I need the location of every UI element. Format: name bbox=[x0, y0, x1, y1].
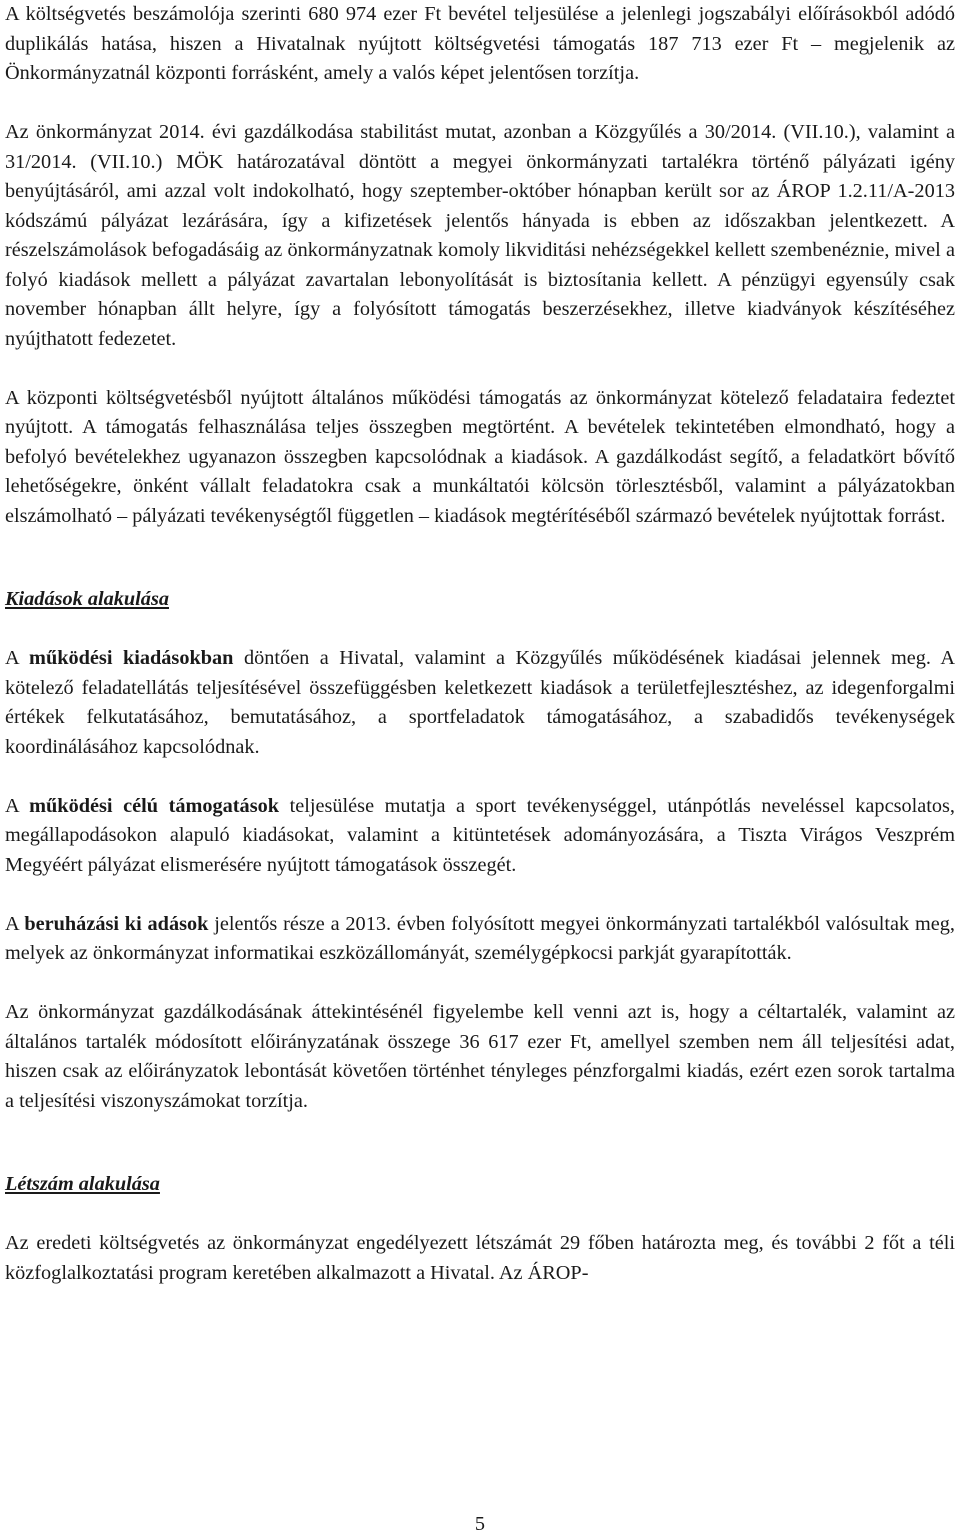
paragraph-operating-grants bbox=[5, 792, 955, 881]
paragraph-headcount: Az eredeti költségvetés az önkormányzat engedélyezett létszámát 29 főben határozta meg, és további 2 főt a téli közfoglalkoztatási program keretében alkalmazott a Hivatal. Az ÁROP- bbox=[5, 1232, 955, 1284]
text-fragment: döntően a Hivatal, valamint a Közgyűlés működésének kiadásai jelennek meg. A kötelező feladatellátás teljesítésével összefüggésben keletkezett kiadások a területfejlesztéshez, az idegenforgalmi értékek felkutatásához, bemutatásához, a sportfeladatok támogatásához, a szabadidős tevékenységek koordinálásához kapcsolódnak. bbox=[5, 647, 956, 758]
heading-headcount: Létszám alakulása bbox=[5, 1173, 160, 1195]
paragraph-central-support: A központi költségvetésből nyújtott általános működési támogatás az önkormányzat kötelező feladataira fedeztet nyújtott. A támogatás felhasználása teljes összegben megtörtént. A bevételek tekintetében elmondható, hogy a befolyó bevételekhez ugyanazon összegben kapcsolódnak a kiadások. A gazdálkodást segítő, a feladatkört bővítő lehetőségekre, önként vállalt feladatokra csak a munkáltatói kölcsön törlesztésből, valamint a pályázatokban elszámolható – pályázati tevékenységtől független – kiadások megtérítéséből származó bevételek nyújtottak forrást. bbox=[5, 386, 955, 527]
bold-term-operating-expenses: működési kiadásokban bbox=[29, 647, 234, 669]
paragraph-reserves: Az önkormányzat gazdálkodásának áttekintésénél figyelembe kell venni azt is, hogy a céltartalék, valamint az általános tartalék módosított előirányzatának összege 36 617 ezer Ft, amellyel szemben nem áll teljesítési adat, hiszen csak az előirányzatok lebontását követően történhet tényleges pénzforgalmi kiadás, ezért ezen sorok tartalma a teljesítési viszonyszámokat torzítja. bbox=[5, 1001, 955, 1112]
paragraph-management-stability: Az önkormányzat 2014. évi gazdálkodása stabilitást mutat, azonban a Közgyűlés a 30/2014. (VII.10.), valamint a 31/2014. (VII.10.) MÖK határozatával döntött a megyei önkormányzati tartalékra történő pályázati igény benyújtásáról, ami azzal volt indokolható, hogy szeptember-október hónapban került sor az ÁROP 1.2.11/A-2013 kódszámú pályázat lezárására, így a kifizetések jelentős hányada is ebben az időszakban jelentkezett. A részelszámolások befogadásáig az önkormányzatnak komoly likviditási nehézségekkel kellett szembenéznie, mivel a folyó kiadások mellett a pályázat zavartalan lebonyolítását is biztosítania kellett. A pénzügyi egyensúly csak november hónapban állt helyre, így a folyósított támogatás beszerzésekhez, illetve kiadványok készítéséhez nyújthatott fedezetet. bbox=[5, 121, 955, 350]
text-fragment: jelentős része a 2013. évben folyósított megyei önkormányzati tartalékból valósultak meg, melyek az önkormányzat informatikai eszközállományát, személygépkocsi parkját gyarapították. bbox=[5, 912, 955, 964]
paragraph-operating-expenses bbox=[5, 644, 955, 762]
bold-term-operating-grants: működési célú támogatások bbox=[29, 794, 280, 817]
text-fragment: teljesülése mutatja a sport tevékenységgel, utánpótlás neveléssel kapcsolatos, megállapodásokon alapuló kiadásokat, valamint a kitüntetések adományozására, a Tiszta Virágos Veszprém Megyéért pályázat elismerésére nyújtott támogatások összegét. bbox=[5, 794, 955, 876]
paragraph-investments bbox=[5, 910, 955, 969]
text-fragment: A bbox=[5, 647, 30, 669]
paragraph-budget-report: A költségvetés beszámolója szerinti 680 974 ezer Ft bevétel teljesülése a jelenlegi jogszabályi előírásokból adódó duplikálás hatása, hiszen a Hivatalnak nyújtott költségvetési támogatás 187 713 ezer Ft – megjelenik az Önkormányzatnál központi forrásként, amely a valós képet jelentősen torzítja. bbox=[5, 3, 955, 84]
bold-term-investments: beruházási ki adások bbox=[24, 912, 209, 935]
text-fragment: A bbox=[5, 912, 25, 935]
heading-expenditures: Kiadások alakulása bbox=[5, 588, 169, 610]
text-fragment: A bbox=[5, 794, 30, 817]
document-page bbox=[5, 0, 955, 1288]
page-number: 5 bbox=[474, 1513, 486, 1535]
